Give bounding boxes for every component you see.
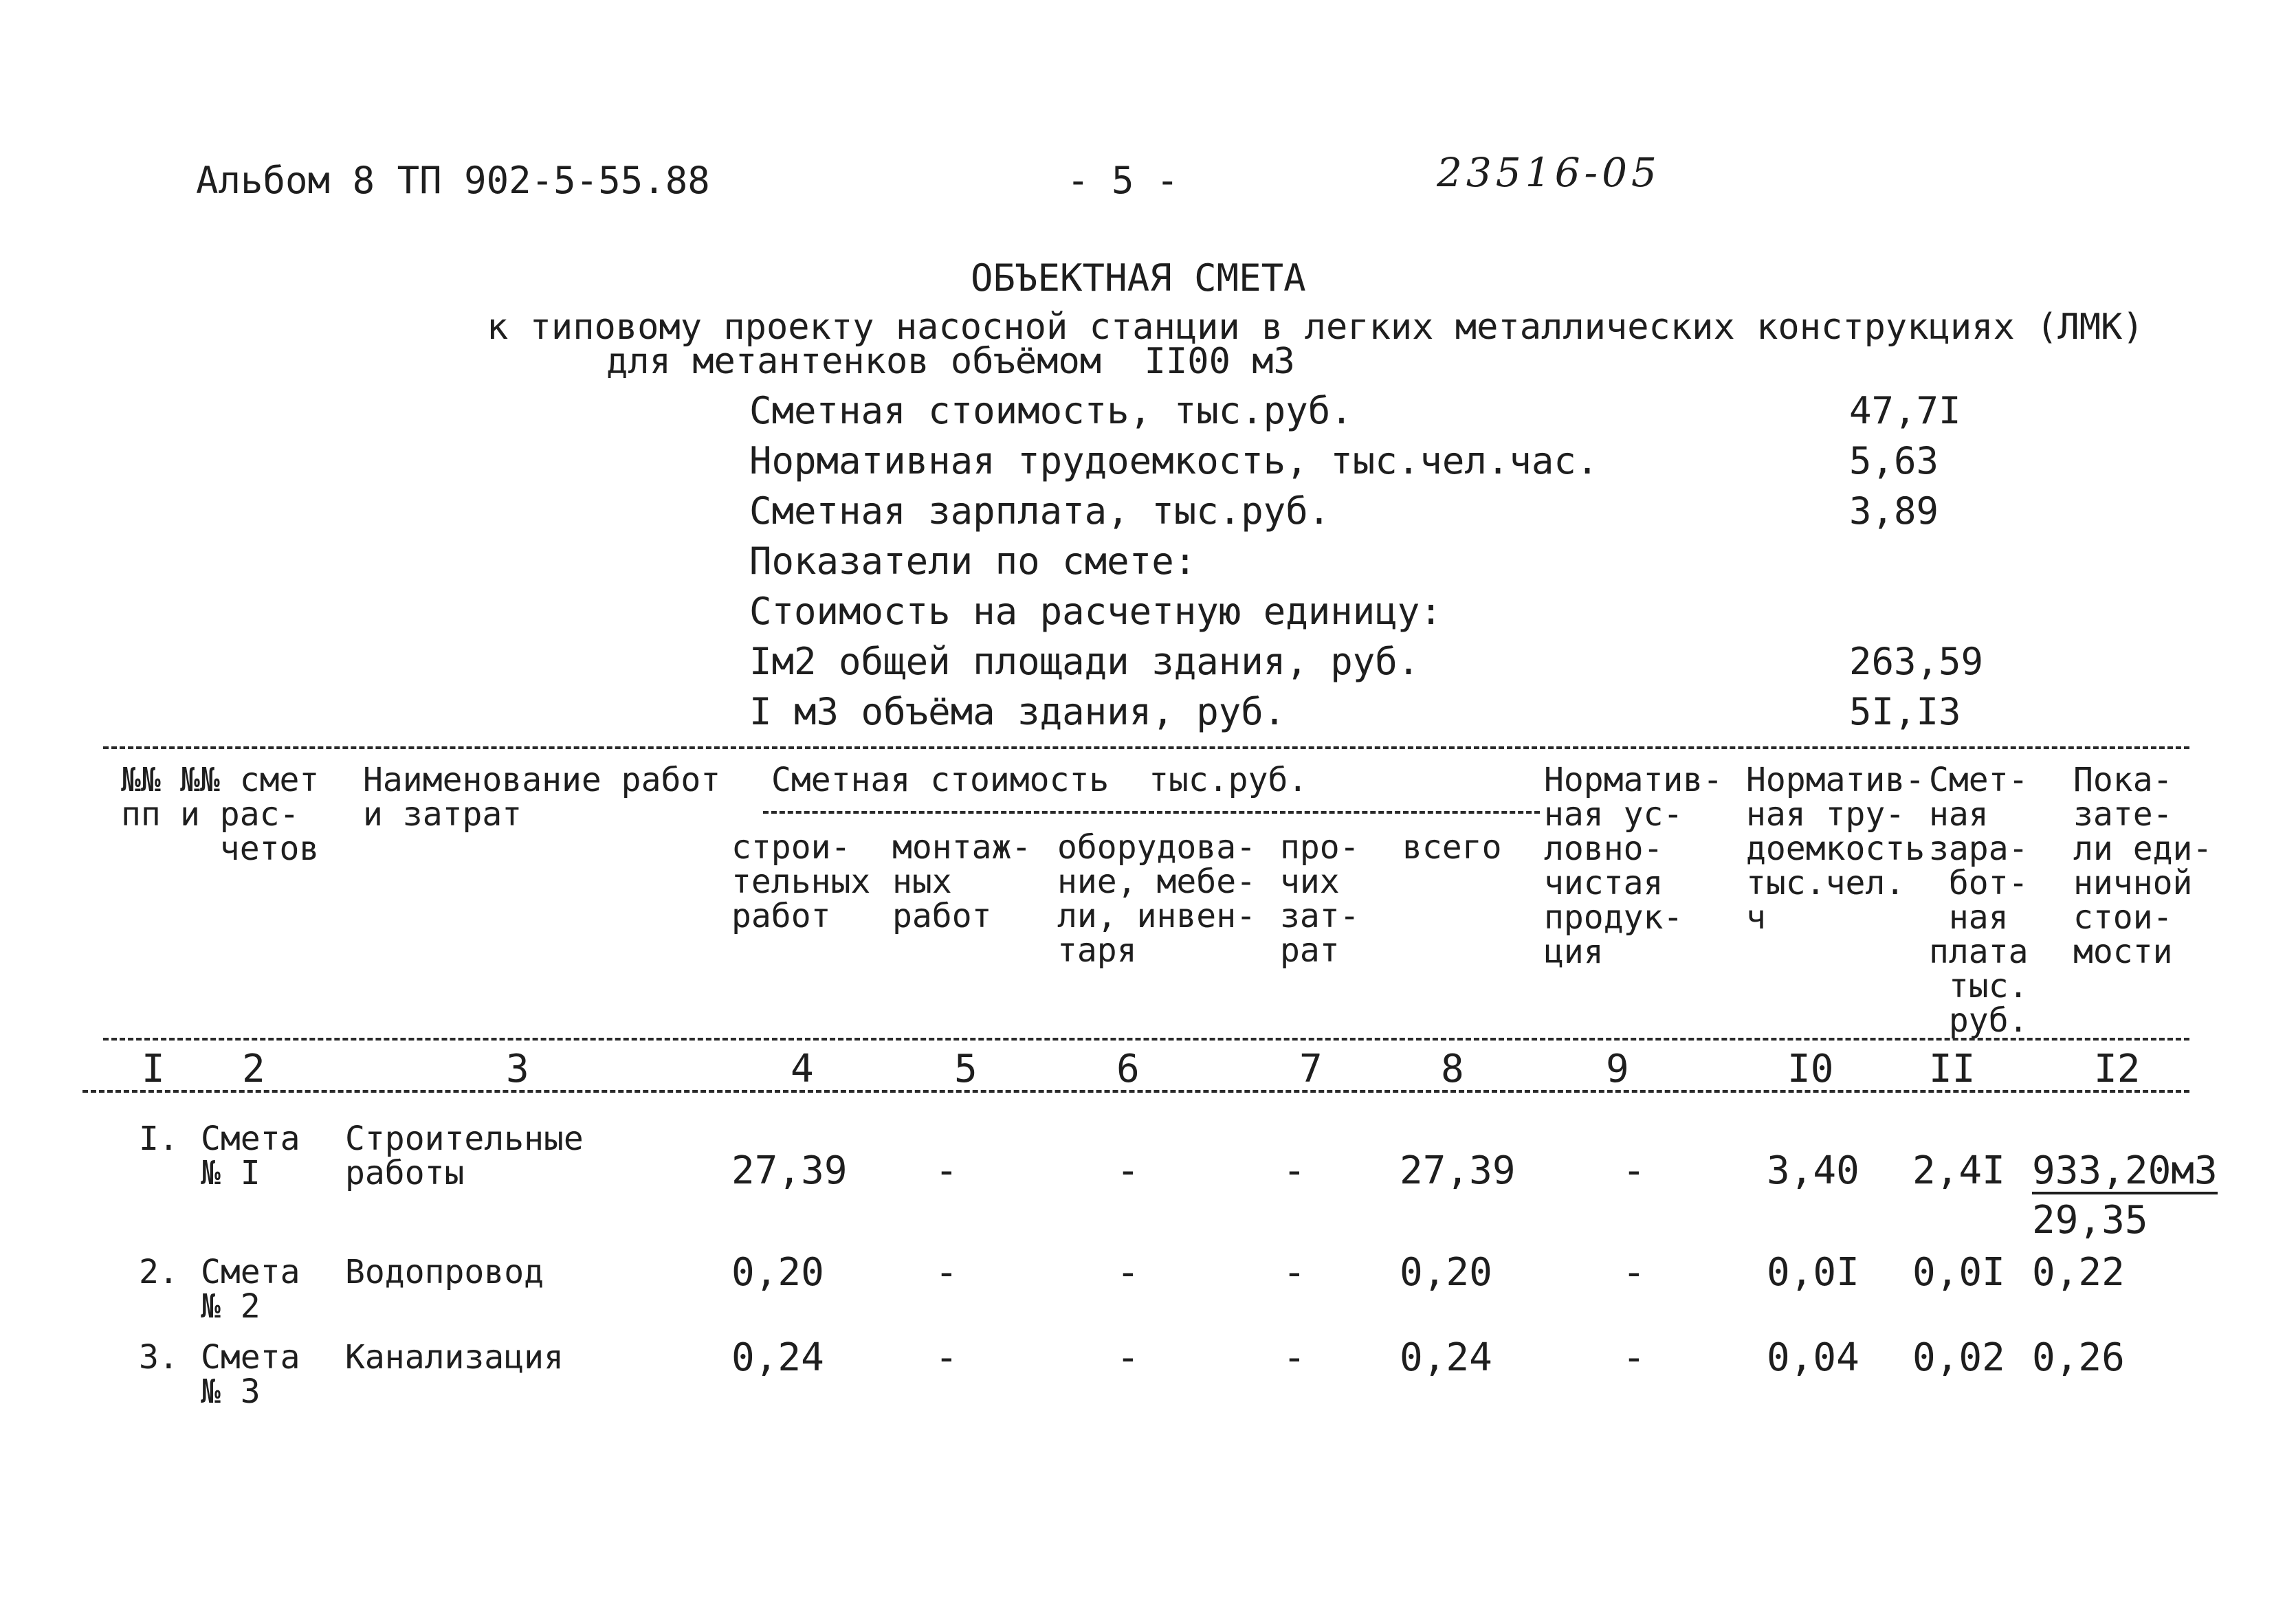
cell-indicator: 0,26 <box>2032 1335 2125 1380</box>
col-header-conditional-output: Норматив- ная ус- ловно- чистая продук- ция <box>1544 761 1723 971</box>
summary-label: Сметная зарплата, тыс.руб. <box>749 489 1331 533</box>
row-work-name: Канализация <box>345 1338 564 1377</box>
col-header-total: всего <box>1402 828 1502 867</box>
cell-wages: 0,02 <box>1912 1335 2005 1380</box>
cell-indicator: 933,20м3 <box>2032 1148 2218 1193</box>
row-work-name: Строительные работы <box>345 1120 584 1192</box>
row-estimate-ref: Смета № 2 <box>201 1253 300 1326</box>
column-number: 8 <box>1441 1047 1464 1091</box>
cell-conditional-output: - <box>1622 1335 1646 1380</box>
cell-other: - <box>1283 1335 1306 1380</box>
column-number: 9 <box>1606 1047 1629 1091</box>
col-header-labor: Норматив- ная тру- доемкость тыс.чел. ч <box>1746 761 1925 937</box>
summary-label: Стоимость на расчетную единицу: <box>749 590 1442 633</box>
summary-value: 5I,I3 <box>1849 690 1961 733</box>
column-number: 6 <box>1116 1047 1140 1091</box>
cell-total: 27,39 <box>1400 1148 1516 1193</box>
column-number: II <box>1929 1047 1976 1091</box>
cell-construction: 0,20 <box>731 1250 824 1295</box>
column-number: I2 <box>2094 1047 2141 1091</box>
title-subline-1: к типовому проекту насосной станции в легких металлических конструкциях (ЛМК) <box>487 307 2144 348</box>
header-bottom-rule <box>103 1038 2189 1041</box>
col-header-wages: Смет- ная зара- бот- ная плата тыс. руб. <box>1929 761 2029 1040</box>
cell-indicator: 0,22 <box>2032 1250 2125 1295</box>
cell-equipment: - <box>1116 1148 1140 1193</box>
col-header-indicators: Пока- зате- ли еди- ничной стои- мости <box>2073 761 2213 971</box>
album-label: Альбом 8 ТП 902-5-55.88 <box>196 159 710 202</box>
cell-labor: 3,40 <box>1767 1148 1859 1193</box>
summary-value: 3,89 <box>1849 489 1939 533</box>
row-estimate-ref: Смета № 3 <box>201 1338 300 1411</box>
summary-value: 263,59 <box>1849 640 1984 683</box>
document-title: ОБЪЕКТНАЯ СМЕТА <box>971 256 1306 300</box>
summary-value: 47,7I <box>1849 389 1961 432</box>
row-number: 3. <box>139 1338 179 1377</box>
cell-construction: 27,39 <box>731 1148 848 1193</box>
row-number: 2. <box>139 1253 179 1291</box>
column-number: 2 <box>242 1047 265 1091</box>
column-number: 3 <box>506 1047 529 1091</box>
summary-value: 5,63 <box>1849 439 1939 482</box>
cell-conditional-output: - <box>1622 1250 1646 1295</box>
col-header-installation: монтаж- ных работ <box>892 828 1032 935</box>
cell-wages: 2,4I <box>1912 1148 2005 1193</box>
cell-other: - <box>1283 1250 1306 1295</box>
column-number: 7 <box>1299 1047 1323 1091</box>
column-number: 4 <box>791 1047 814 1091</box>
col-header-work-name: Наименование работ и затрат <box>363 761 721 834</box>
col-header-estimated-cost-group: Сметная стоимость тыс.руб. <box>771 761 1308 799</box>
row-work-name: Водопровод <box>345 1253 544 1291</box>
summary-label: I м3 объёма здания, руб. <box>749 690 1286 733</box>
column-number: I0 <box>1787 1047 1834 1091</box>
cell-labor: 0,0I <box>1767 1250 1859 1295</box>
cell-installation: - <box>935 1335 958 1380</box>
col-header-other: про- чих зат- рат <box>1280 828 1360 970</box>
page-number: - 5 - <box>1067 159 1179 202</box>
row-number: I. <box>139 1120 179 1158</box>
cell-other: - <box>1283 1148 1306 1193</box>
col-header-equipment: оборудова- ние, мебе- ли, инвен- таря <box>1057 828 1256 970</box>
column-number: I <box>142 1047 165 1091</box>
handwritten-code: 23516-05 <box>1437 149 1661 196</box>
col-header-construction: строи- тельных работ <box>731 828 871 935</box>
summary-label: Нормативная трудоемкость, тыс.чел.час. <box>749 439 1599 482</box>
group-header-rule <box>763 811 1540 814</box>
summary-label: Iм2 общей площади здания, руб. <box>749 640 1420 683</box>
col-header-pp: №№ пп <box>121 761 161 834</box>
cell-total: 0,20 <box>1400 1250 1492 1295</box>
cell-construction: 0,24 <box>731 1335 824 1380</box>
cell-indicator-secondary: 29,35 <box>2032 1198 2148 1243</box>
title-subline-2: для метантенков объёмом II00 м3 <box>606 341 1295 382</box>
row-estimate-ref: Смета № I <box>201 1120 300 1192</box>
cell-installation: - <box>935 1148 958 1193</box>
cell-equipment: - <box>1116 1250 1140 1295</box>
table-top-rule <box>103 746 2189 749</box>
cell-equipment: - <box>1116 1335 1140 1380</box>
col-header-estimate-number: №№ смет и рас- четов <box>180 761 320 868</box>
cell-conditional-output: - <box>1622 1148 1646 1193</box>
cell-installation: - <box>935 1250 958 1295</box>
cell-wages: 0,0I <box>1912 1250 2005 1295</box>
summary-label: Показатели по смете: <box>749 540 1197 583</box>
column-number: 5 <box>954 1047 978 1091</box>
summary-label: Сметная стоимость, тыс.руб. <box>749 389 1353 432</box>
cell-total: 0,24 <box>1400 1335 1492 1380</box>
cell-labor: 0,04 <box>1767 1335 1859 1380</box>
